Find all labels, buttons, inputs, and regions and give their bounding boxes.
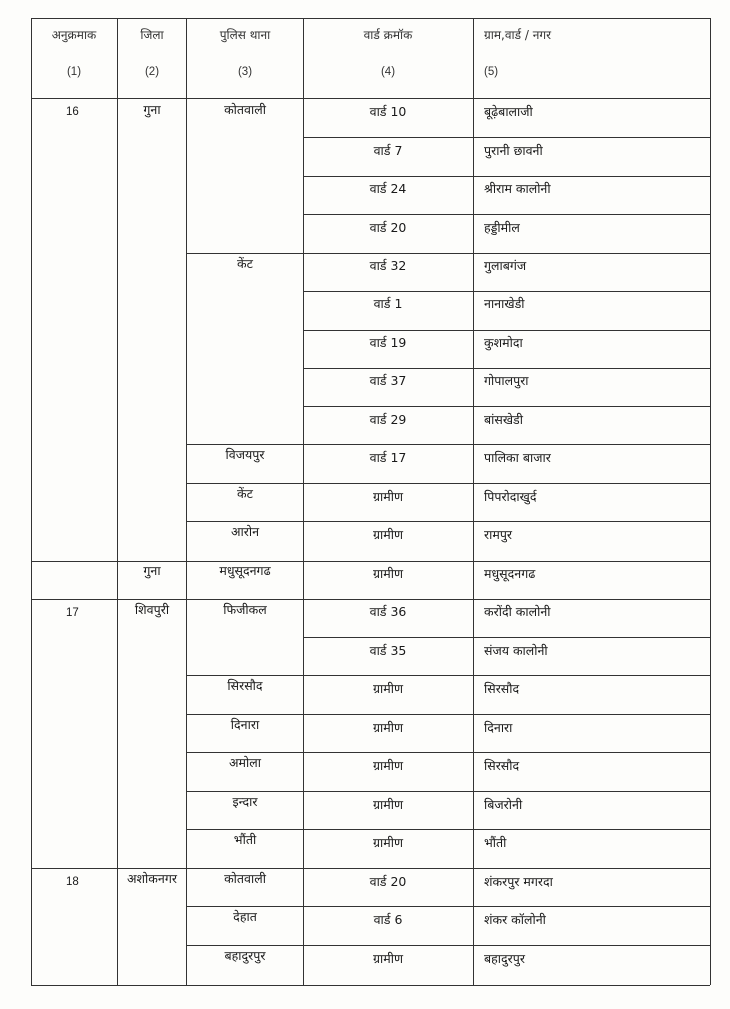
row-divider	[303, 406, 710, 407]
locality-cell: दिनारा	[484, 720, 513, 735]
row-divider	[186, 945, 710, 946]
locality-cell: गोपालपुरा	[484, 373, 529, 388]
locality-cell: पालिका बाजार	[484, 450, 551, 465]
station-indar: इन्दार	[232, 794, 258, 809]
header-ward-number: वार्ड क्रमॉक	[363, 28, 413, 42]
table-border-left	[31, 18, 32, 985]
ward-cell: वार्ड 32	[369, 258, 407, 273]
locality-cell: बांसखेडी	[484, 412, 523, 427]
district-ashoknagar: अशोकनगर	[127, 871, 177, 886]
ward-cell: ग्रामीण	[372, 951, 404, 966]
station-aron: आरोन	[230, 524, 260, 539]
serial-16: 16	[66, 106, 79, 118]
ward-cell: ग्रामीण	[372, 566, 404, 581]
ward-cell: वार्ड 6	[373, 912, 403, 927]
header-police-station-number: (3)	[237, 66, 253, 78]
ward-cell: वार्ड 20	[369, 220, 407, 235]
locality-cell: हड्डीमील	[484, 220, 520, 235]
header-district: जिला	[140, 28, 164, 42]
locality-cell: सिरसौद	[484, 758, 520, 773]
locality-cell: शंकर कॉलोनी	[484, 912, 546, 927]
ward-cell: वार्ड 7	[373, 143, 403, 158]
ward-cell: वार्ड 24	[369, 181, 407, 196]
district-shivpuri: शिवपुरी	[134, 602, 170, 617]
ward-cell: वार्ड 20	[369, 874, 407, 889]
group-divider	[31, 868, 710, 869]
locality-cell: नानाखेडी	[484, 296, 525, 311]
row-divider	[303, 637, 710, 638]
station-cantt-2: केंट	[237, 486, 253, 501]
column-divider	[186, 18, 187, 985]
row-divider	[186, 752, 710, 753]
ward-cell: वार्ड 17	[369, 450, 407, 465]
locality-cell: सिरसौद	[484, 681, 520, 696]
row-divider	[186, 675, 710, 676]
locality-cell: गुलाबगंज	[484, 258, 527, 273]
locality-cell: भौंती	[484, 835, 507, 850]
row-divider	[303, 176, 710, 177]
header-locality: ग्राम,वार्ड / नगर	[484, 28, 552, 42]
table-border-bottom	[31, 985, 710, 986]
ward-cell: ग्रामीण	[372, 527, 404, 542]
locality-cell: पुरानी छावनी	[484, 143, 543, 158]
station-bhaunti: भौंती	[233, 832, 257, 847]
station-vijaypur: विजयपुर	[225, 447, 265, 462]
locality-cell: बूढ़ेबालाजी	[484, 104, 533, 119]
ward-cell: ग्रामीण	[372, 489, 404, 504]
district-guna: गुना	[143, 102, 161, 117]
locality-cell: मधुसूदनगढ	[484, 566, 536, 581]
row-divider	[186, 444, 710, 445]
station-madhusudangarh: मधुसूदनगढ	[219, 563, 271, 578]
district-guna-2: गुना	[143, 563, 161, 578]
ward-cell: ग्रामीण	[372, 758, 404, 773]
row-divider	[303, 330, 710, 331]
ward-cell: ग्रामीण	[372, 797, 404, 812]
locality-cell: बिजरोनी	[484, 797, 523, 812]
ward-cell: वार्ड 19	[369, 335, 407, 350]
station-kotwali-2: कोतवाली	[224, 871, 266, 886]
ward-cell: ग्रामीण	[372, 720, 404, 735]
row-divider	[303, 137, 710, 138]
ward-cell: ग्रामीण	[372, 681, 404, 696]
column-divider	[473, 18, 474, 985]
ward-cell: वार्ड 10	[369, 104, 407, 119]
ward-cell: वार्ड 35	[369, 643, 407, 658]
locality-cell: रामपुर	[484, 527, 513, 542]
header-police-station: पुलिस थाना	[219, 28, 271, 42]
header-district-number: (2)	[144, 66, 160, 78]
header-serial: अनुक्रमाक	[51, 28, 97, 42]
row-divider	[303, 368, 710, 369]
ward-cell: ग्रामीण	[372, 835, 404, 850]
header-locality-number: (5)	[484, 66, 499, 78]
ward-cell: वार्ड 37	[369, 373, 407, 388]
column-divider	[117, 18, 118, 985]
station-bahadurpur: बहादुरपुर	[224, 948, 266, 963]
locality-cell: श्रीराम कालोनी	[484, 181, 551, 196]
header-ward-number-number: (4)	[380, 66, 396, 78]
header-serial-number: (1)	[66, 66, 82, 78]
locality-cell: पिपरोदाखुर्द	[484, 489, 537, 504]
locality-cell: संजय कालोनी	[484, 643, 548, 658]
locality-cell: शंकरपुर मगरदा	[484, 874, 553, 889]
station-amola: अमोला	[229, 755, 261, 770]
column-divider	[303, 18, 304, 985]
row-divider	[186, 253, 710, 254]
row-divider	[186, 829, 710, 830]
table-border-right	[710, 18, 711, 985]
ward-cell: वार्ड 36	[369, 604, 407, 619]
table-border-top	[31, 18, 710, 19]
row-divider	[186, 521, 710, 522]
station-sirsaud: सिरसौद	[227, 678, 263, 693]
ward-cell: वार्ड 1	[373, 296, 403, 311]
locality-cell: बहादुरपुर	[484, 951, 525, 966]
row-divider	[186, 483, 710, 484]
row-divider	[186, 714, 710, 715]
station-dinara: दिनारा	[230, 717, 260, 732]
locality-cell: कुशमोदा	[484, 335, 523, 350]
row-divider	[303, 291, 710, 292]
header-divider	[31, 98, 710, 99]
serial-18: 18	[66, 876, 79, 888]
station-kotwali: कोतवाली	[224, 102, 266, 117]
ward-cell: वार्ड 29	[369, 412, 407, 427]
row-divider	[186, 791, 710, 792]
row-divider	[303, 214, 710, 215]
group-divider	[31, 599, 710, 600]
serial-17: 17	[66, 607, 79, 619]
station-dehat: देहात	[233, 909, 257, 924]
station-cantt: केंट	[237, 256, 253, 271]
locality-cell: करोंदी कालोनी	[484, 604, 551, 619]
station-physical: फिजीकल	[223, 602, 267, 617]
group-divider	[31, 561, 710, 562]
row-divider	[186, 906, 710, 907]
